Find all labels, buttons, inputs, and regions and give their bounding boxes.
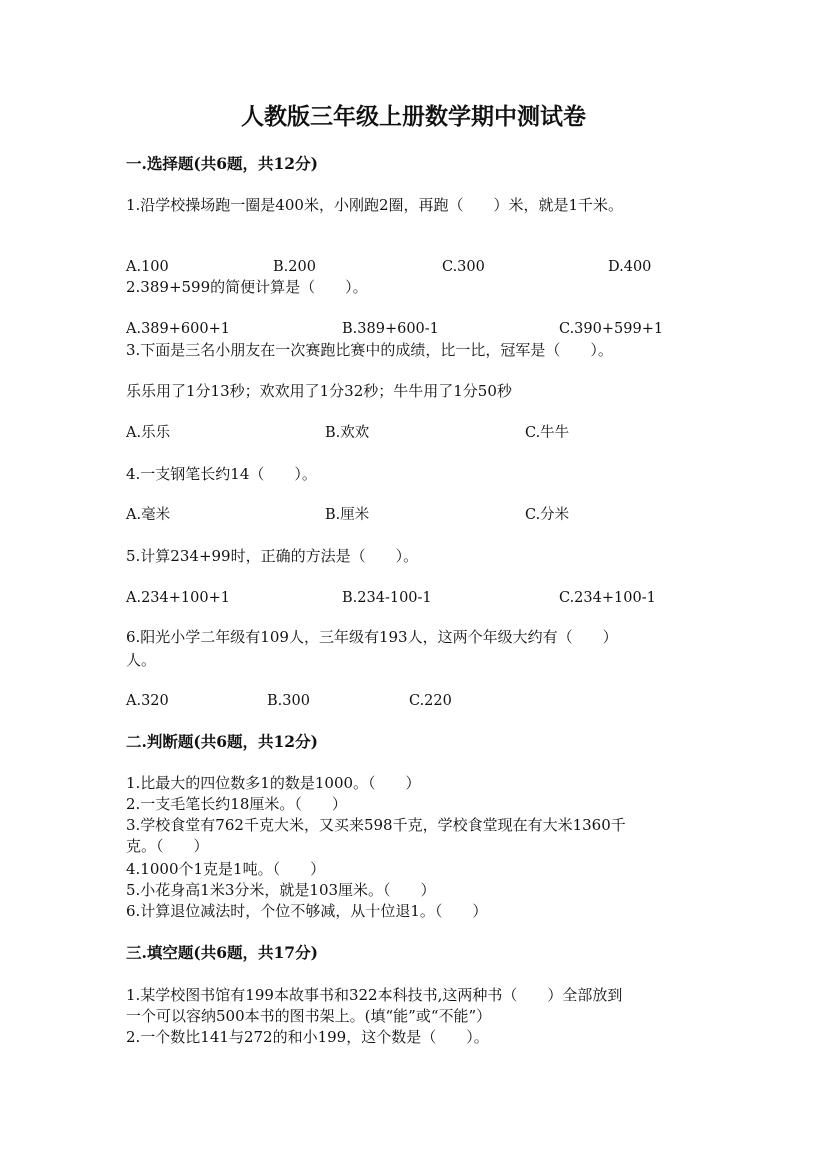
option: A.乐乐 — [126, 425, 171, 441]
option: B.200 — [273, 259, 316, 275]
question-text: 人。 — [126, 651, 157, 669]
question-text: 2.389+599的简便计算是（ ）。 — [126, 278, 368, 296]
option: A.毫米 — [126, 507, 171, 523]
option: A.100 — [126, 259, 169, 275]
option: C.390+599+1 — [559, 321, 664, 337]
option: B.389+600-1 — [342, 321, 439, 337]
option: B.欢欢 — [325, 425, 370, 441]
question-note: 乐乐用了1分13秒；欢欢用了1分32秒；牛牛用了1分50秒 — [126, 382, 512, 400]
option: C.牛牛 — [525, 425, 570, 441]
option: B.234-100-1 — [342, 590, 432, 606]
list-item: 6.计算退位减法时，个位不够减，从十位退1。（ ） — [126, 902, 488, 920]
option: C.分米 — [525, 507, 570, 523]
list-item: 2.一个数比141与272的和小199，这个数是（ ）。 — [126, 1028, 489, 1046]
list-item: 3.学校食堂有762千克大米，又买来598千克，学校食堂现在有大米1360千 — [126, 816, 626, 834]
option: C.300 — [442, 259, 485, 275]
option: B.300 — [267, 693, 310, 709]
question-text: 4.一支钢笔长约14（ ）。 — [126, 465, 317, 483]
option: A.234+100+1 — [126, 590, 230, 606]
option: A.389+600+1 — [126, 321, 230, 337]
page-title: 人教版三年级上册数学期中测试卷 — [241, 103, 586, 130]
list-item: 5.小花身高1米3分米，就是103厘米。（ ） — [126, 881, 436, 899]
list-item: 4.1000个1克是1吨。（ ） — [126, 860, 326, 878]
section-heading-choice: 一.选择题(共6题，共12分) — [126, 154, 318, 173]
list-item: 1.某学校图书馆有199本故事书和322本科技书,这两种书（ ）全部放到 — [126, 986, 623, 1004]
list-item: 2.一支毛笔长约18厘米。（ ） — [126, 795, 347, 813]
option: C.220 — [409, 693, 452, 709]
question-text: 3.下面是三名小朋友在一次赛跑比赛中的成绩，比一比，冠军是（ ）。 — [126, 341, 613, 359]
question-text: 1.沿学校操场跑一圈是400米，小刚跑2圈，再跑（ ）米，就是1千米。 — [126, 196, 624, 214]
list-item: 1.比最大的四位数多1的数是1000。（ ） — [126, 774, 421, 792]
option: C.234+100-1 — [559, 590, 656, 606]
option: D.400 — [608, 259, 652, 275]
section-heading-fill-in: 三.填空题(共6题，共17分) — [126, 943, 318, 962]
list-item: 克。（ ） — [126, 837, 209, 855]
list-item: 一个可以容纳500本书的图书架上。(填“能”或“不能”） — [126, 1007, 492, 1025]
question-text: 5.计算234+99时，正确的方法是（ ）。 — [126, 547, 419, 565]
option: B.厘米 — [325, 507, 370, 523]
option: A.320 — [126, 693, 169, 709]
question-text: 6.阳光小学二年级有109人，三年级有193人，这两个年级大约有（ ） — [126, 628, 618, 646]
section-heading-judgement: 二.判断题(共6题，共12分) — [126, 732, 318, 751]
